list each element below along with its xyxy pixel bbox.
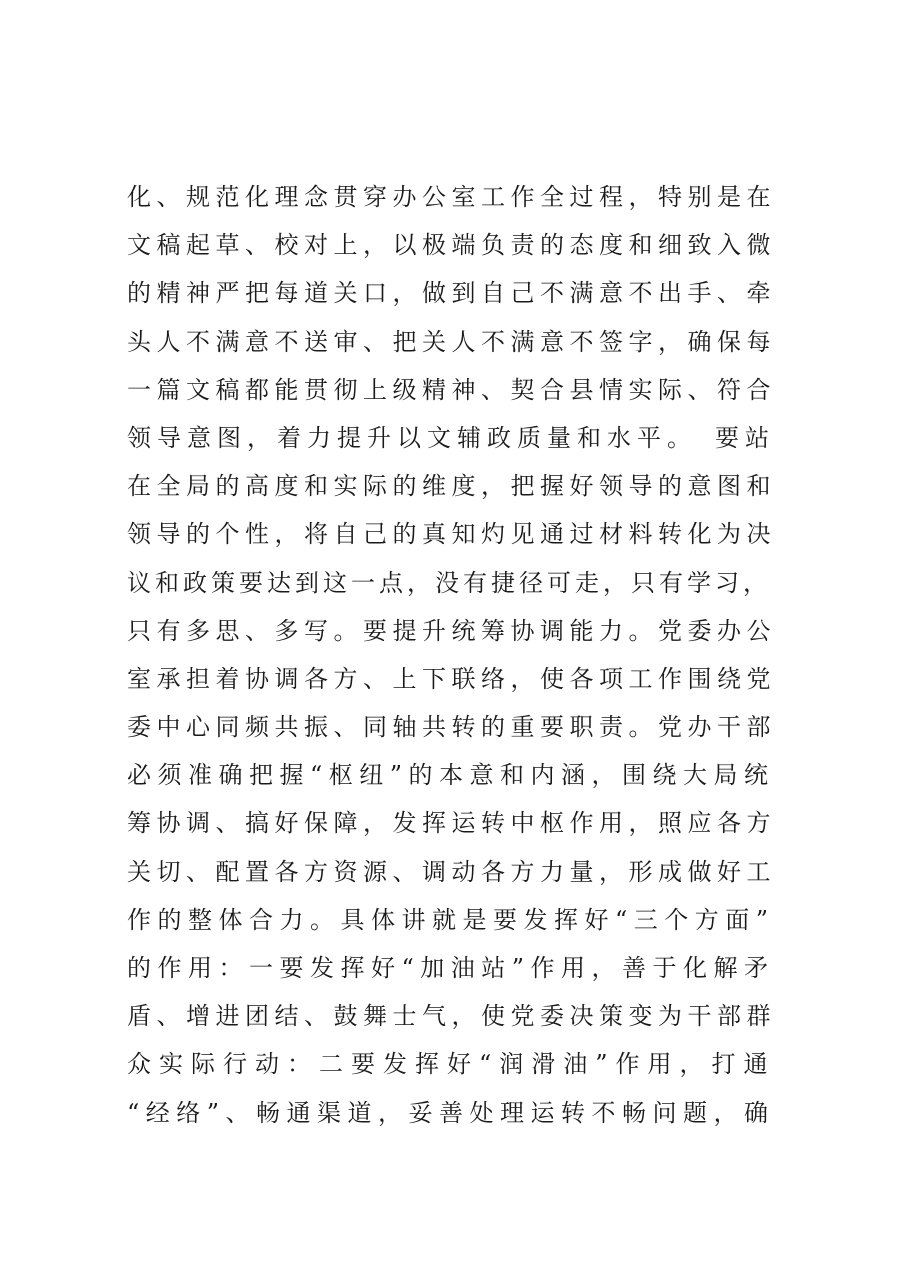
text-line: 必须准确把握“枢纽”的本意和内涵，围绕大局统 <box>127 761 775 790</box>
text-line: 文稿起草、校对上，以极端负责的态度和细致入微 <box>127 231 776 260</box>
text-line: 领导意图，着力提升以文辅政质量和水平。 要站 <box>127 423 775 452</box>
text-line: 众实际行动：二要发挥好“润滑油”作用，打通 <box>127 1050 776 1079</box>
text-line: 领导的个性，将自己的真知灼见通过材料转化为决 <box>127 520 776 549</box>
text-line: “经络”、畅通渠道，妥善处理运转不畅问题，确 <box>127 1098 775 1127</box>
text-line: 一篇文稿都能贯彻上级精神、契合县情实际、符合 <box>127 375 776 404</box>
text-line: 只有多思、多写。要提升统筹协调能力。党委办公 <box>127 616 776 645</box>
text-line: 的作用：一要发挥好“加油站”作用，善于化解矛 <box>127 954 775 982</box>
text-line: 在全局的高度和实际的维度，把握好领导的意图和 <box>127 472 776 501</box>
text-line: 议和政策要达到这一点，没有捷径可走，只有学习， <box>127 568 771 597</box>
text-line: 室承担着协调各方、上下联络，使各项工作围绕党 <box>127 664 776 693</box>
text-line: 关切、配置各方资源、调动各方力量，形成做好工 <box>127 857 776 886</box>
text-line: 头人不满意不送审、把关人不满意不签字，确保每 <box>127 327 776 356</box>
text-line: 的精神严把每道关口，做到自己不满意不出手、牵 <box>127 279 776 308</box>
text-line: 作的整体合力。具体讲就是要发挥好“三个方面” <box>127 905 775 934</box>
text-line: 委中心同频共振、同轴共转的重要职责。党办干部 <box>127 713 776 742</box>
text-line: 盾、增进团结、鼓舞士气，使党委决策变为干部群 <box>127 1002 776 1031</box>
text-line: 筹协调、搞好保障，发挥运转中枢作用，照应各方 <box>127 809 776 838</box>
body-text <box>127 173 777 1137</box>
text-line: 化、规范化理念贯穿办公室工作全过程，特别是在 <box>127 183 776 211</box>
